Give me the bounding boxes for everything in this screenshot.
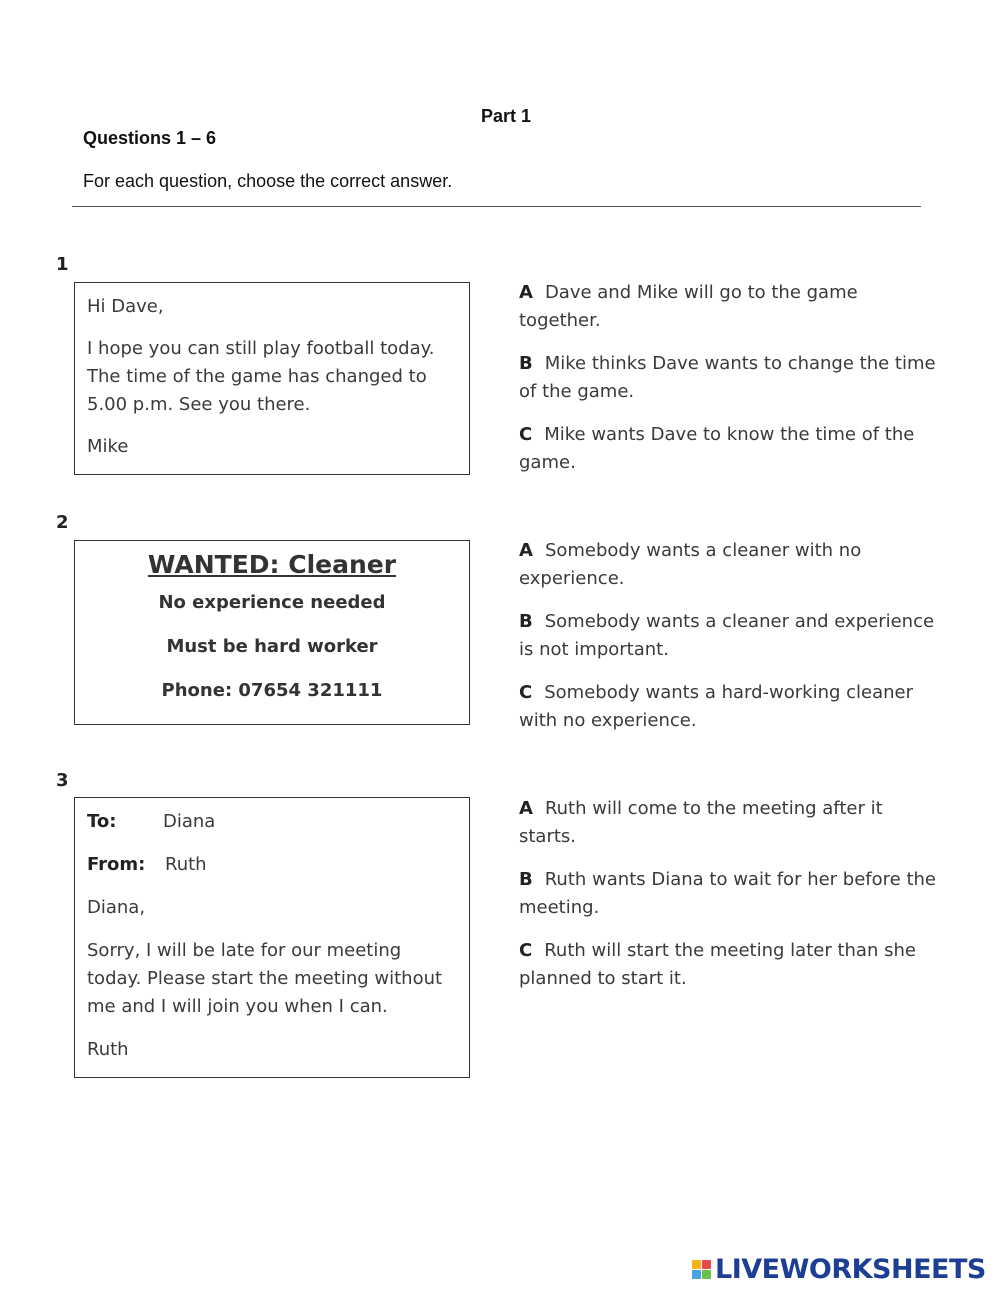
q2-line-2: Must be hard worker xyxy=(166,636,378,657)
question-3-options xyxy=(519,795,939,1008)
q3-greeting: Diana, xyxy=(87,897,146,918)
question-1-number: 1 xyxy=(56,254,69,275)
liveworksheets-logo xyxy=(692,1254,986,1285)
q3-option-a[interactable] xyxy=(519,795,939,851)
q2-heading: WANTED: Cleaner xyxy=(147,550,397,579)
question-2-number: 2 xyxy=(56,512,69,533)
option-text: Somebody wants a cleaner with no experience. xyxy=(519,540,862,589)
q3-from-label: From: xyxy=(87,854,146,875)
option-text: Ruth wants Diana to wait for her before the meeting. xyxy=(519,869,936,918)
option-text: Mike wants Dave to know the time of the game. xyxy=(519,424,915,473)
logo-mark-icon xyxy=(692,1260,711,1279)
q1-option-a[interactable] xyxy=(519,279,939,335)
q1-option-b[interactable] xyxy=(519,350,939,406)
q3-body: Sorry, I will be late for our meeting today. Please start the meeting without me and I will join you when I can. xyxy=(87,940,443,1017)
logo-text: LIVEWORKSHEETS xyxy=(715,1254,986,1285)
option-letter: A xyxy=(519,282,533,303)
option-letter: C xyxy=(519,940,533,961)
option-letter: B xyxy=(519,353,533,374)
q1-signoff: Mike xyxy=(87,436,129,457)
q1-option-c[interactable] xyxy=(519,421,939,477)
question-3-number: 3 xyxy=(56,770,69,791)
q1-greeting: Hi Dave, xyxy=(87,296,164,317)
option-text: Dave and Mike will go to the game together. xyxy=(519,282,858,331)
q3-to-row xyxy=(87,808,457,836)
q3-from-row xyxy=(87,851,457,879)
logo-tile xyxy=(702,1260,711,1269)
option-text: Ruth will start the meeting later than she planned to start it. xyxy=(519,940,916,989)
option-text: Ruth will come to the meeting after it starts. xyxy=(519,798,883,847)
logo-tile xyxy=(702,1270,711,1279)
questions-range: Questions 1 – 6 xyxy=(83,128,217,148)
logo-tile xyxy=(692,1270,701,1279)
question-1-text-box xyxy=(74,282,470,475)
option-text: Somebody wants a cleaner and experience is not important. xyxy=(519,611,935,660)
option-text: Mike thinks Dave wants to change the time of the game. xyxy=(519,353,936,402)
q2-option-a[interactable] xyxy=(519,537,939,593)
divider xyxy=(72,206,921,207)
q2-line-1: No experience needed xyxy=(158,592,386,613)
option-letter: A xyxy=(519,540,533,561)
q3-option-b[interactable] xyxy=(519,866,939,922)
question-2-options xyxy=(519,537,939,750)
instructions: For each question, choose the correct answer. xyxy=(83,171,453,191)
q3-to-value: Diana xyxy=(163,811,216,832)
option-letter: B xyxy=(519,611,533,632)
q2-line-3: Phone: 07654 321111 xyxy=(161,680,383,701)
option-letter: A xyxy=(519,798,533,819)
logo-tile xyxy=(692,1260,701,1269)
q2-option-c[interactable] xyxy=(519,679,939,735)
q3-option-c[interactable] xyxy=(519,937,939,993)
q1-body: I hope you can still play football today. The time of the game has changed to 5.00 p.m. See you there. xyxy=(87,338,435,415)
question-1-options xyxy=(519,279,939,492)
question-3-text-box xyxy=(74,797,470,1078)
q3-signoff: Ruth xyxy=(87,1039,129,1060)
option-letter: C xyxy=(519,682,533,703)
part-title: Part 1 xyxy=(481,106,532,126)
q3-to-label: To: xyxy=(87,811,117,832)
option-letter: C xyxy=(519,424,533,445)
question-2-text-box xyxy=(74,540,470,725)
q3-from-value: Ruth xyxy=(165,854,207,875)
q2-option-b[interactable] xyxy=(519,608,939,664)
option-letter: B xyxy=(519,869,533,890)
option-text: Somebody wants a hard-working cleaner with no experience. xyxy=(519,682,914,731)
